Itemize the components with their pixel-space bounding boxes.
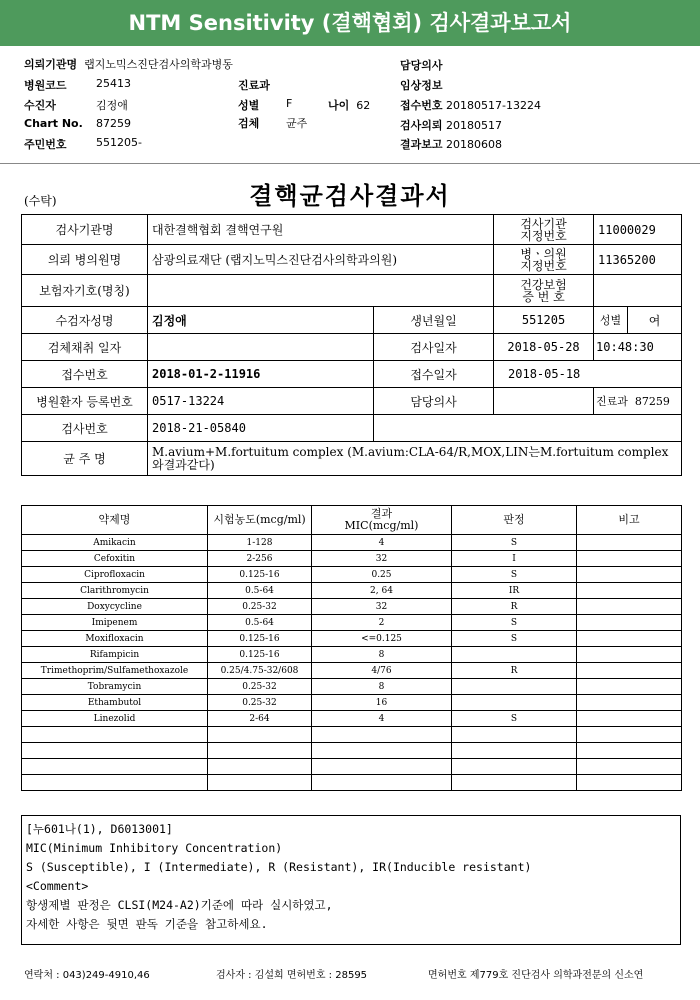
drug-cell-drug: Imipenem [22,615,208,631]
table-row [22,388,682,415]
drug-cell-drug: Cefoxitin [22,551,208,567]
table-row [22,711,682,727]
drug-cell-remark [577,615,682,631]
organism-label: 균 주 명 [22,442,148,476]
clinic-designation-label: 병ㆍ의원 지정번호 [494,245,594,275]
drug-cell-remark [577,551,682,567]
drug-cell-judgment: R [452,663,577,679]
drug-cell-range: 0.25/4.75-32/608 [208,663,312,679]
table-row [22,567,682,583]
specimen-row: 검체 균주 [238,117,308,130]
drug-cell-remark [577,775,682,791]
drug-cell-remark [577,679,682,695]
drug-cell-remark [577,759,682,775]
patient-label: 수검자성명 [22,307,148,334]
drug-cell-judgment [452,679,577,695]
drug-susceptibility-table [21,505,682,791]
department-row: 진료과 [238,79,270,92]
drug-cell-mic: 4/76 [312,663,452,679]
dob-value: 551205 [494,307,594,334]
comment-code: [누601나(1), D6013001] [26,822,173,836]
table-row [22,599,682,615]
drug-cell-remark [577,727,682,743]
registration-label: 병원환자 등록번호 [22,388,148,415]
footer-license: 면허번호 제779호 진단검사 의학과전문의 신소연 [428,970,644,981]
drug-cell-mic [312,727,452,743]
drug-cell-range: 2-256 [208,551,312,567]
table-row [22,307,682,334]
drug-cell-drug: Clarithromycin [22,583,208,599]
health-insurance-value [594,275,682,307]
remark-header: 비고 [577,506,682,535]
drug-cell-mic: 16 [312,695,452,711]
drug-cell-range [208,759,312,775]
range-header: 시험농도(mcg/ml) [208,506,312,535]
drug-cell-mic: 2 [312,615,452,631]
institution-row: 의뢰기관명 랩지노믹스진단검사의학과병동 [24,58,233,71]
drug-cell-range: 1-128 [208,535,312,551]
table-row [22,759,682,775]
table-row [22,215,682,245]
table-row [22,663,682,679]
drug-cell-mic: 32 [312,599,452,615]
table-row [22,631,682,647]
drug-cell-range: 0.5-64 [208,583,312,599]
drug-cell-drug: Moxifloxacin [22,631,208,647]
drug-cell-mic: <=0.125 [312,631,452,647]
drug-cell-drug: Ciprofloxacin [22,567,208,583]
drug-cell-range: 2-64 [208,711,312,727]
drug-cell-remark [577,647,682,663]
table-row [22,727,682,743]
recipient-row: 수진자 김정애 [24,99,128,112]
drug-cell-remark [577,663,682,679]
request-row: 검사의뢰 20180517 [400,119,503,132]
comment-text: 자세한 사항은 뒷면 판독 기준을 참고하세요. [26,917,268,931]
testing-org-value: 대한결핵협회 결핵연구원 [148,215,494,245]
sex-value: 여 [628,307,682,334]
report-banner: NTM Sensitivity (결핵협회) 검사결과보고서 [0,0,700,46]
receipt-date-value: 2018-05-18 [494,361,682,388]
drug-cell-judgment: S [452,615,577,631]
test-no-label: 검사번호 [22,415,148,442]
chart-row: Chart No. 87259 [24,117,131,130]
receipt-date-label: 접수일자 [374,361,494,388]
drug-cell-drug: Linezolid [22,711,208,727]
test-no-blank [374,415,682,442]
physician-value [494,388,594,415]
drug-cell-judgment: S [452,711,577,727]
drug-cell-drug: Doxycycline [22,599,208,615]
table-row [22,647,682,663]
table-row [22,275,682,307]
drug-cell-judgment [452,759,577,775]
comment-box [21,815,681,945]
table-row [22,245,682,275]
sex-label: 성별 [594,307,628,334]
drug-cell-judgment [452,695,577,711]
testing-org-label: 검사기관명 [22,215,148,245]
doctor-row: 담당의사 [400,59,443,72]
comment-mic-definition: MIC(Minimum Inhibitory Concentration) [26,841,283,855]
test-date-label: 검사일자 [374,334,494,361]
drug-cell-judgment: S [452,567,577,583]
drug-cell-mic: 8 [312,679,452,695]
table-row [22,743,682,759]
drug-cell-judgment: R [452,599,577,615]
health-insurance-label: 건강보험 증 번 호 [494,275,594,307]
table-header-row [22,506,682,535]
footer-tester: 검사자 : 김설희 면허번호 : 28595 [216,970,368,981]
drug-cell-mic: 0.25 [312,567,452,583]
drug-cell-judgment [452,727,577,743]
table-row [22,442,682,476]
table-row [22,775,682,791]
clinic-designation-value: 11365200 [594,245,682,275]
table-row [22,361,682,388]
drug-cell-remark [577,743,682,759]
drug-cell-mic [312,743,452,759]
dob-label: 생년월일 [374,307,494,334]
header-divider [0,163,700,164]
comment-text: 항생제별 판정은 CLSI(M24-A2)기준에 따라 실시하였고, [26,898,333,912]
department-cell: 진료과 87259 [594,388,682,415]
drug-cell-judgment [452,647,577,663]
drug-cell-mic [312,759,452,775]
drug-cell-drug: Ethambutol [22,695,208,711]
drug-cell-mic: 2, 64 [312,583,452,599]
receipt-no-row: 접수번호 20180517-13224 [400,99,541,112]
resident-row: 주민번호 551205- [24,136,142,151]
table-row [22,583,682,599]
hospital-code-row: 병원코드 25413 [24,77,131,92]
drug-cell-range: 0.25-32 [208,679,312,695]
judgment-header: 판정 [452,506,577,535]
patient-value: 김정애 [148,307,374,334]
test-info-table [21,214,682,476]
table-row [22,679,682,695]
clinical-row: 임상정보 [400,79,443,92]
drug-cell-range: 0.125-16 [208,631,312,647]
document-title: 결핵균검사결과서 [249,181,451,210]
drug-cell-drug [22,759,208,775]
drug-cell-remark [577,631,682,647]
drug-cell-range [208,727,312,743]
collection-date-value [148,334,374,361]
table-row [22,334,682,361]
test-date-value: 2018-05-28 [494,334,594,361]
drug-header: 약제명 [22,506,208,535]
comment-legend: S (Susceptible), I (Intermediate), R (Resistant), IR(Inducible resistant) [26,860,532,874]
drug-cell-remark [577,695,682,711]
drug-cell-judgment: IR [452,583,577,599]
insured-label: 보험자기호(명칭) [22,275,148,307]
drug-cell-drug: Amikacin [22,535,208,551]
drug-cell-drug [22,727,208,743]
drug-cell-judgment: I [452,551,577,567]
test-no-value: 2018-21-05840 [148,415,374,442]
accession-value: 2018-01-2-11916 [148,361,374,388]
drug-cell-mic: 32 [312,551,452,567]
consignment-tag: (수탁) [24,194,57,208]
drug-cell-drug [22,775,208,791]
drug-cell-range [208,743,312,759]
designation-label: 검사기관 지정번호 [494,215,594,245]
sex-row: 성별 F [238,97,293,112]
drug-cell-range [208,775,312,791]
drug-cell-mic [312,775,452,791]
drug-cell-judgment: S [452,631,577,647]
drug-cell-remark [577,583,682,599]
drug-cell-remark [577,567,682,583]
test-time-value: 10:48:30 [594,334,682,361]
table-row [22,535,682,551]
drug-cell-mic: 8 [312,647,452,663]
insured-value [148,275,494,307]
organism-value: M.avium+M.fortuitum complex (M.avium:CLA-64/R,MOX,LIN는M.fortuitum complex와결과같다) [148,442,682,476]
drug-cell-drug: Rifampicin [22,647,208,663]
physician-label: 담당의사 [374,388,494,415]
drug-cell-range: 0.25-32 [208,599,312,615]
drug-cell-remark [577,711,682,727]
drug-cell-mic: 4 [312,535,452,551]
mic-header: 결과 MIC(mcg/ml) [312,506,452,535]
table-row [22,695,682,711]
referring-value: 삼광의료재단 (랩지노믹스진단검사의학과의원) [148,245,494,275]
drug-cell-judgment: S [452,535,577,551]
drug-cell-judgment [452,743,577,759]
table-row [22,415,682,442]
drug-cell-drug [22,743,208,759]
referring-label: 의뢰 병의원명 [22,245,148,275]
drug-cell-remark [577,535,682,551]
drug-cell-remark [577,599,682,615]
registration-value: 0517-13224 [148,388,374,415]
table-row [22,615,682,631]
accession-label: 접수번호 [22,361,148,388]
drug-cell-range: 0.5-64 [208,615,312,631]
drug-cell-drug: Tobramycin [22,679,208,695]
drug-cell-judgment [452,775,577,791]
designation-value: 11000029 [594,215,682,245]
drug-cell-range: 0.125-16 [208,647,312,663]
age-row: 나이 62 [328,99,371,112]
comment-heading: <Comment> [26,879,89,893]
report-row: 결과보고 20180608 [400,138,503,151]
drug-cell-drug: Trimethoprim/Sulfamethoxazole [22,663,208,679]
footer-contact: 연락처 : 043)249-4910,46 [24,970,150,981]
drug-cell-range: 0.25-32 [208,695,312,711]
drug-cell-range: 0.125-16 [208,567,312,583]
drug-cell-mic: 4 [312,711,452,727]
collection-date-label: 검체채취 일자 [22,334,148,361]
table-row [22,551,682,567]
